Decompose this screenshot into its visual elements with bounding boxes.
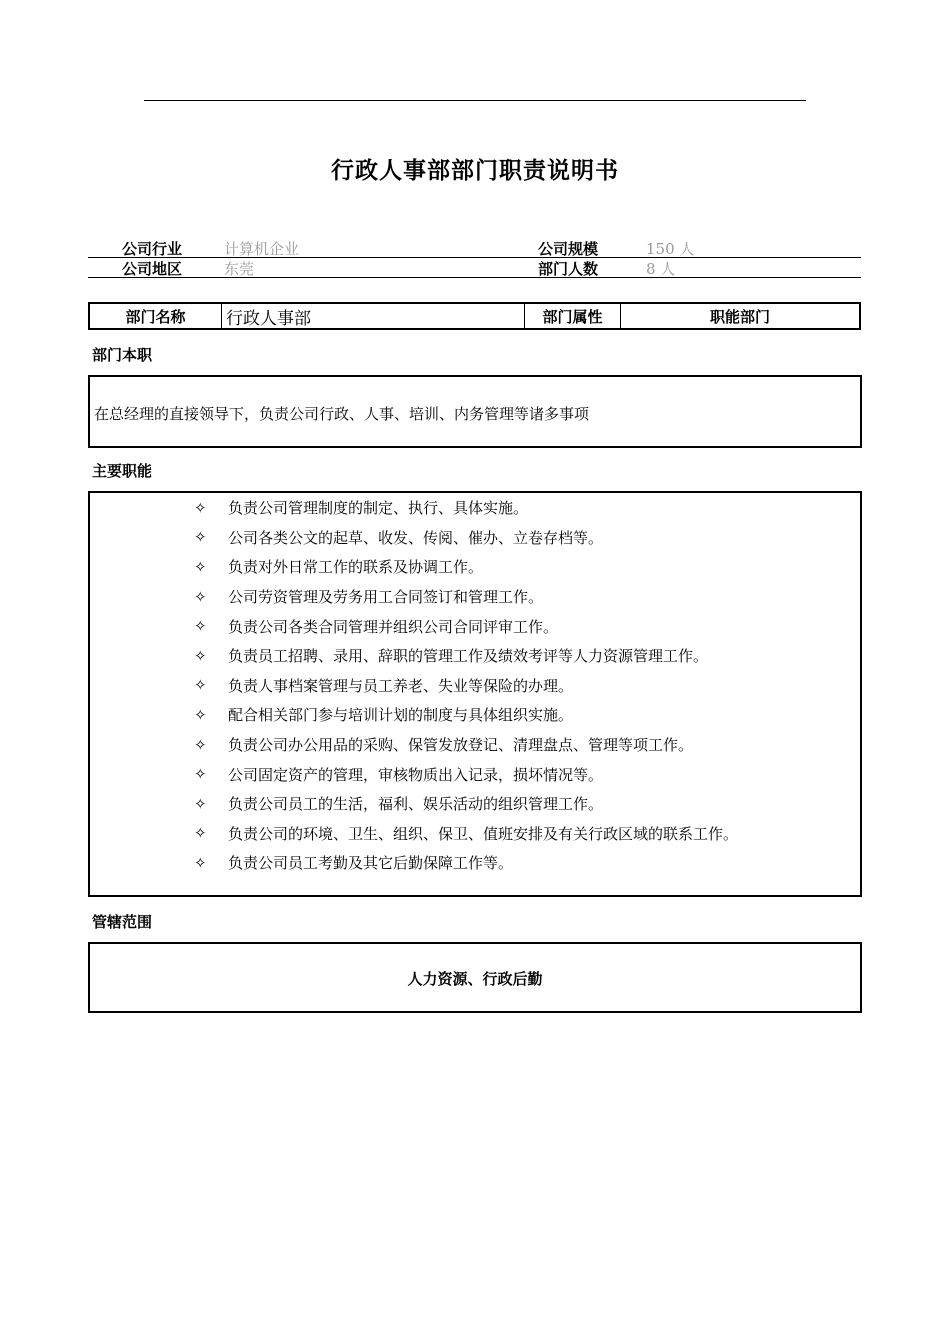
scope-box [88,942,862,1013]
diamond-star-icon: ✧ [194,528,207,547]
info-row-divider [88,277,861,278]
duty-text: 在总经理的直接领导下，负责公司行政、人事、培训、内务管理等诸多事项 [94,405,590,423]
info-row-region-headcount [88,256,861,278]
dept-table [88,302,861,330]
list-item-text: 负责对外日常工作的联系及协调工作。 [228,558,484,577]
list-item-text: 负责公司办公用品的采购、保管发放登记、清理盘点、管理等项工作。 [228,736,694,755]
list-item-text: 负责人事档案管理与员工养老、失业等保险的办理。 [228,676,574,695]
diamond-star-icon: ✧ [194,498,207,517]
diamond-star-icon: ✧ [194,557,207,576]
diamond-star-icon: ✧ [194,765,207,784]
list-item [194,523,738,553]
industry-value: 计算机企业 [224,240,300,258]
list-item [194,759,738,789]
headcount-label: 部门人数 [538,260,599,278]
diamond-star-icon: ✧ [194,705,207,724]
list-item [194,611,738,641]
list-item-text: 负责公司员工考勤及其它后勤保障工作等。 [228,854,514,873]
diamond-star-icon: ✧ [194,794,207,813]
scale-label: 公司规模 [538,240,599,258]
diamond-star-icon: ✧ [194,587,207,606]
dept-name-value: 行政人事部 [222,304,525,328]
header-rule [144,100,806,101]
list-item-text: 公司固定资产的管理，审核物质出入记录，损坏情况等。 [228,765,604,784]
list-item-text: 公司各类公文的起草、收发、传阅、催办、立卷存档等。 [228,528,604,547]
list-item [194,730,738,760]
diamond-star-icon: ✧ [194,824,207,843]
duty-heading: 部门本职 [92,346,153,364]
scale-value: 150 人 [646,240,695,258]
diamond-star-icon: ✧ [194,853,207,872]
list-item [194,493,738,523]
duty-box [88,375,862,448]
list-item-text: 负责员工招聘、录用、辞职的管理工作及绩效考评等人力资源管理工作。 [228,647,709,666]
functions-heading: 主要职能 [92,462,153,480]
functions-list [194,493,738,878]
diamond-star-icon: ✧ [194,735,207,754]
diamond-star-icon: ✧ [194,617,207,636]
list-item-text: 负责公司的环境、卫生、组织、保卫、值班安排及有关行政区域的联系工作。 [228,824,739,843]
list-item-text: 负责公司管理制度的制定、执行、具体实施。 [228,499,529,518]
list-item-text: 负责公司员工的生活，福利、娱乐活动的组织管理工作。 [228,795,604,814]
list-item-text: 公司劳资管理及劳务用工合同签订和管理工作。 [228,588,544,607]
headcount-value: 8 人 [646,260,676,278]
dept-attr-value: 职能部门 [709,307,770,326]
list-item [194,582,738,612]
functions-box [88,491,862,897]
page-title: 行政人事部部门职责说明书 [331,158,619,184]
list-item-text: 负责公司各类合同管理并组织公司合同评审工作。 [228,617,559,636]
dept-name-label: 部门名称 [90,304,222,328]
list-item-text: 配合相关部门参与培训计划的制度与具体组织实施。 [228,706,574,725]
list-item [194,789,738,819]
list-item [194,819,738,849]
diamond-star-icon: ✧ [194,676,207,695]
scope-text: 人力资源、行政后勤 [407,970,543,988]
list-item [194,641,738,671]
dept-attr-label: 部门属性 [525,304,621,328]
region-value: 东莞 [224,260,255,278]
list-item [194,700,738,730]
region-label: 公司地区 [122,260,183,278]
diamond-star-icon: ✧ [194,646,207,665]
list-item [194,552,738,582]
info-row-industry-scale [88,236,861,258]
scope-heading: 管辖范围 [92,913,153,931]
industry-label: 公司行业 [122,240,183,258]
list-item [194,848,738,878]
list-item [194,671,738,701]
